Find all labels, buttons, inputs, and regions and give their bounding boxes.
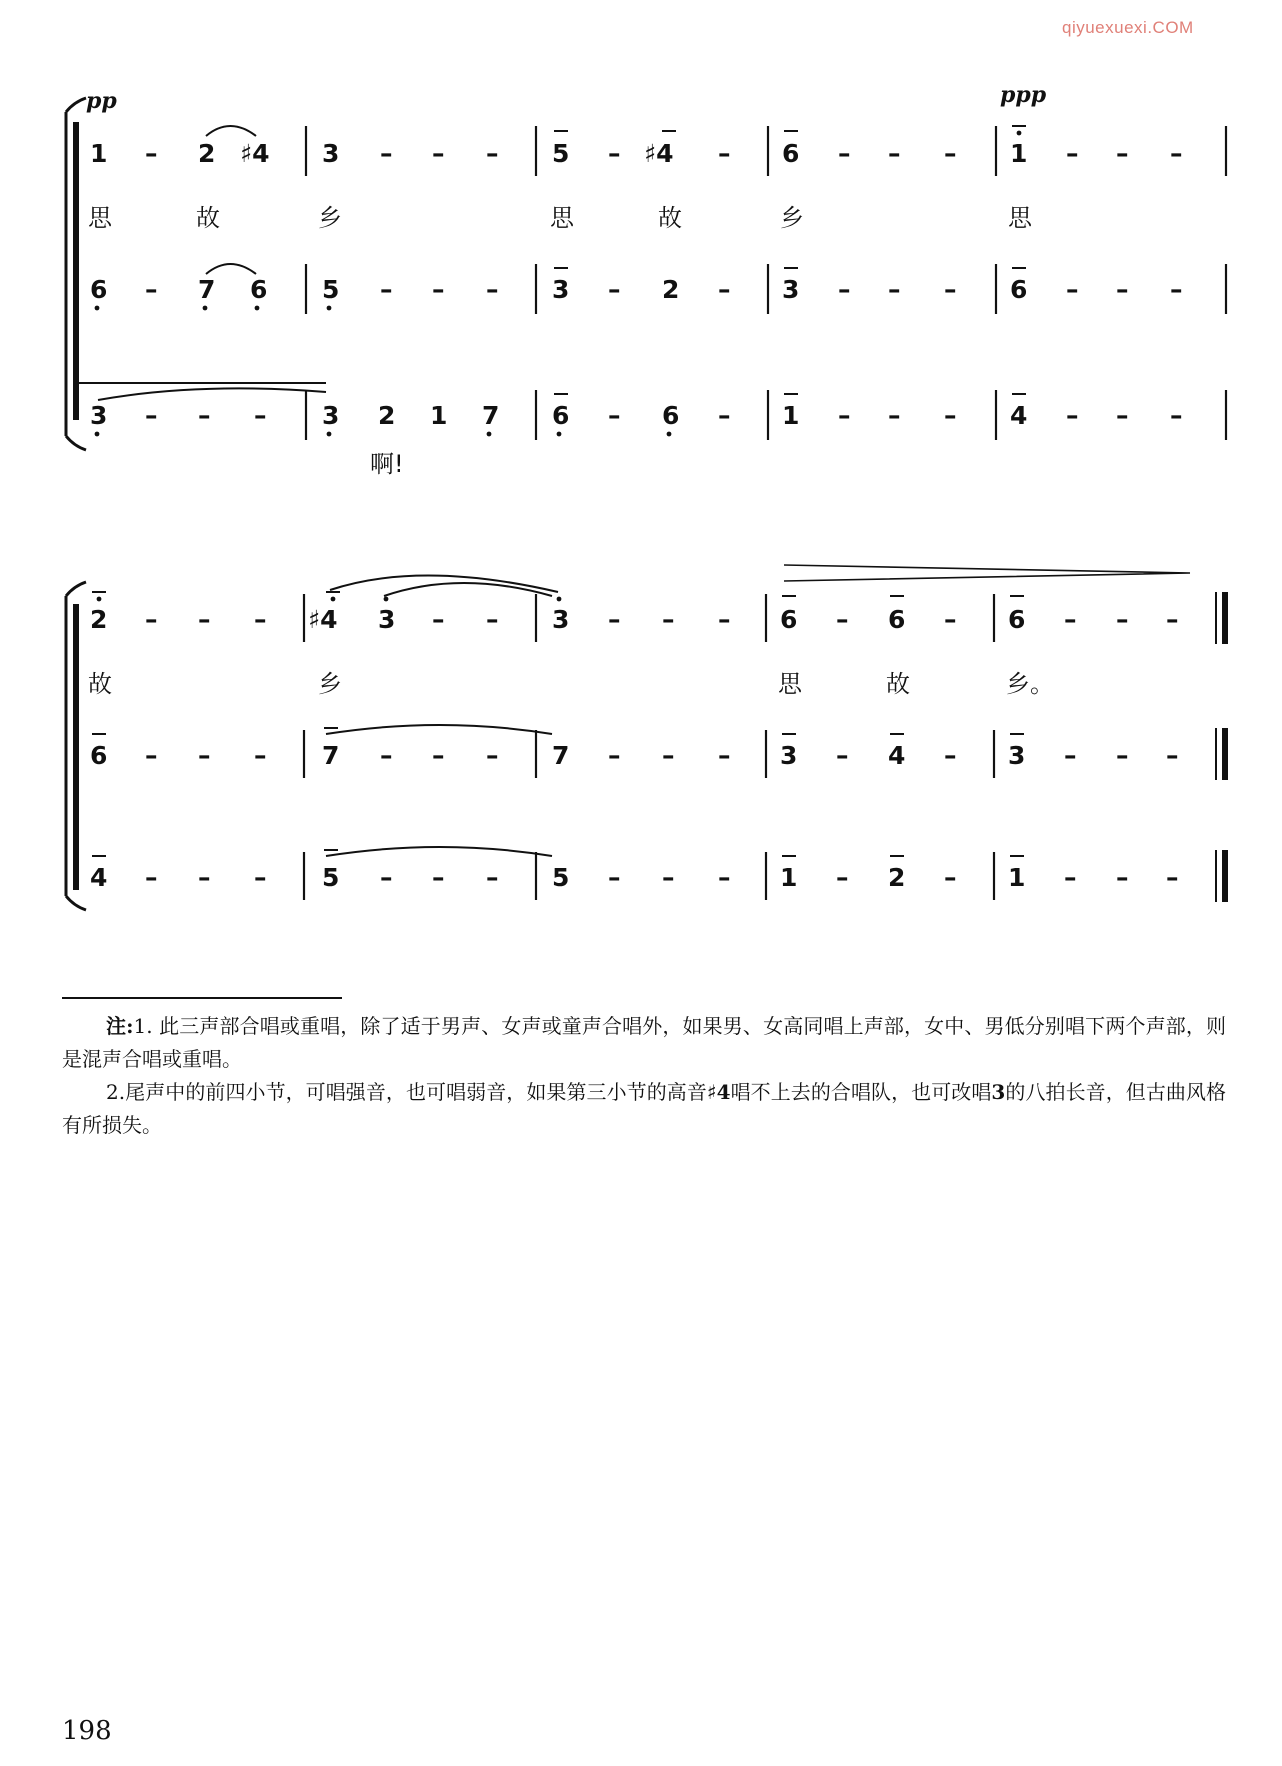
note: 1 <box>780 863 798 892</box>
voice-3-row <box>90 394 1183 478</box>
dash: – <box>944 401 957 430</box>
note: 3 <box>322 139 340 168</box>
dash: – <box>662 741 675 770</box>
dynamic-ppp: ppp <box>1000 82 1047 108</box>
page-number: 198 <box>62 1716 112 1746</box>
note: 2 <box>662 275 680 304</box>
note: 5 <box>552 863 570 892</box>
note: 6 <box>90 275 108 304</box>
dash: – <box>1170 401 1183 430</box>
note: 6 <box>1008 605 1026 634</box>
voice-1-row <box>90 126 1183 168</box>
dash: – <box>838 401 851 430</box>
dash: – <box>145 863 158 892</box>
dash: – <box>944 605 957 634</box>
dash: – <box>145 275 158 304</box>
note: 2 <box>378 401 396 430</box>
system-1 <box>66 82 1226 478</box>
dash: – <box>145 741 158 770</box>
dash: – <box>608 605 621 634</box>
lyric: 思 <box>778 670 802 698</box>
footnote-1-text: 1. 此三声部合唱或重唱，除了适于男声、女声或童声合唱外，如果男、女高同唱上声部，女中、男低分别唱下两个声部，则是混声合唱或重唱。 <box>62 1014 1226 1071</box>
dash: – <box>1064 605 1077 634</box>
dash: – <box>944 275 957 304</box>
dash: – <box>486 605 499 634</box>
dash: – <box>380 741 393 770</box>
note: 2 <box>198 139 216 168</box>
dash: – <box>380 139 393 168</box>
footnote-label: 注: <box>106 1014 134 1038</box>
dash: – <box>608 741 621 770</box>
footnote-2-text-c: 的八拍长音，但古曲风格有所损失。 <box>62 1080 1227 1137</box>
dash: – <box>1116 401 1129 430</box>
lyric: 乡 <box>318 670 342 698</box>
dash: – <box>432 139 445 168</box>
note: 6 <box>1010 275 1028 304</box>
note: 1 <box>1008 863 1026 892</box>
dash: – <box>944 863 957 892</box>
dash: – <box>380 275 393 304</box>
lyric: 啊! <box>370 450 404 478</box>
dash: – <box>608 139 621 168</box>
watermark: qiyuexuexi.COM <box>1062 18 1194 37</box>
note: 7 <box>322 741 340 770</box>
note: 5 <box>552 139 570 168</box>
dash: – <box>380 863 393 892</box>
dash: – <box>1170 275 1183 304</box>
dash: – <box>608 401 621 430</box>
dash: – <box>1116 605 1129 634</box>
dash: – <box>944 139 957 168</box>
dash: – <box>486 863 499 892</box>
lyric: 思 <box>88 204 112 232</box>
note: 7 <box>482 401 500 430</box>
dash: – <box>432 275 445 304</box>
dash: – <box>198 863 211 892</box>
dash: – <box>662 605 675 634</box>
dash: – <box>1116 275 1129 304</box>
note: 6 <box>780 605 798 634</box>
note-sharp: ♯4 <box>644 139 674 168</box>
dash: – <box>198 401 211 430</box>
dash: – <box>718 605 731 634</box>
lyric: 乡 <box>318 204 342 232</box>
dash: – <box>718 863 731 892</box>
dash: – <box>718 275 731 304</box>
note: 3 <box>552 275 570 304</box>
dash: – <box>254 863 267 892</box>
dash: – <box>718 401 731 430</box>
note: 3 <box>1008 741 1026 770</box>
dash: – <box>838 139 851 168</box>
dash: – <box>1166 605 1179 634</box>
voice-2-row <box>90 268 1183 310</box>
dash: – <box>1064 741 1077 770</box>
lyrics-row <box>88 204 1033 232</box>
footnote-2 <box>62 1076 1226 1142</box>
note: 3 <box>90 401 108 430</box>
dash: – <box>254 401 267 430</box>
note: 3 <box>780 741 798 770</box>
note: 2 <box>90 605 108 634</box>
note: 5 <box>322 275 340 304</box>
lyric: 故 <box>88 670 112 698</box>
dash: – <box>718 139 731 168</box>
dash: – <box>432 863 445 892</box>
note: 2 <box>888 863 906 892</box>
dash: – <box>486 275 499 304</box>
final-barlines <box>1216 592 1225 902</box>
note-high: 3 <box>552 605 570 634</box>
dash: – <box>944 741 957 770</box>
dash: – <box>1066 401 1079 430</box>
dash: – <box>836 741 849 770</box>
dash: – <box>198 605 211 634</box>
system-2 <box>66 565 1225 910</box>
voice-1-row <box>90 592 1179 634</box>
footnote-2-note-sharp4: ♯4 <box>706 1080 731 1104</box>
footnote-rule <box>62 997 342 999</box>
dash: – <box>145 139 158 168</box>
lyric: 乡 <box>780 204 804 232</box>
dash: – <box>888 401 901 430</box>
lyric: 故 <box>196 204 220 232</box>
footnote-2-note-3: 3 <box>991 1080 1006 1104</box>
dash: – <box>432 741 445 770</box>
note: 3 <box>782 275 800 304</box>
dash: – <box>254 605 267 634</box>
dash: – <box>888 275 901 304</box>
note: 6 <box>250 275 268 304</box>
lyric: 思 <box>1008 204 1032 232</box>
dash: – <box>608 275 621 304</box>
note: 5 <box>322 863 340 892</box>
dash: – <box>145 401 158 430</box>
note: 6 <box>90 741 108 770</box>
dash: – <box>608 863 621 892</box>
note: 1 <box>430 401 448 430</box>
dynamic-pp: pp <box>86 88 117 114</box>
dash: – <box>718 741 731 770</box>
note: 1 <box>90 139 108 168</box>
lyric: 故 <box>886 670 910 698</box>
note: 6 <box>552 401 570 430</box>
dash: – <box>662 863 675 892</box>
footnote-1 <box>62 1010 1226 1076</box>
dash: – <box>1116 863 1129 892</box>
note: 6 <box>782 139 800 168</box>
voice-3-row <box>90 850 1179 892</box>
dash: – <box>836 863 849 892</box>
dash: – <box>1170 139 1183 168</box>
dash: – <box>486 139 499 168</box>
lyric: 故 <box>658 204 682 232</box>
footnote-2-text-b: 唱不上去的合唱队，也可改唱 <box>730 1080 992 1104</box>
dash: – <box>145 605 158 634</box>
dash: – <box>1064 863 1077 892</box>
note: 3 <box>322 401 340 430</box>
note: 6 <box>662 401 680 430</box>
dash: – <box>836 605 849 634</box>
lyric: 乡。 <box>1006 670 1054 698</box>
note: 1 <box>782 401 800 430</box>
note: 7 <box>198 275 216 304</box>
dash: – <box>1166 863 1179 892</box>
dash: – <box>888 139 901 168</box>
diminuendo-hairpin <box>784 565 1190 581</box>
voice-2-row <box>90 728 1179 770</box>
lyrics-row <box>88 670 1054 698</box>
dash: – <box>838 275 851 304</box>
note-high: 3 <box>378 605 396 634</box>
dash: – <box>198 741 211 770</box>
lyric: 思 <box>550 204 574 232</box>
note-sharp: ♯4 <box>308 605 338 634</box>
note: 6 <box>888 605 906 634</box>
note: 4 <box>888 741 906 770</box>
footnotes <box>62 1010 1226 1142</box>
dash: – <box>432 605 445 634</box>
note: 4 <box>90 863 108 892</box>
dash: – <box>1166 741 1179 770</box>
note: 7 <box>552 741 570 770</box>
dash: – <box>1066 139 1079 168</box>
dash: – <box>1066 275 1079 304</box>
note-high: 1 <box>1010 139 1028 168</box>
footnote-2-text-a: 2.尾声中的前四小节，可唱强音，也可唱弱音，如果第三小节的高音 <box>106 1080 707 1104</box>
note-sharp: ♯4 <box>240 139 270 168</box>
dash: – <box>1116 741 1129 770</box>
dash: – <box>1116 139 1129 168</box>
note: 4 <box>1010 401 1028 430</box>
dash: – <box>254 741 267 770</box>
dash: – <box>486 741 499 770</box>
